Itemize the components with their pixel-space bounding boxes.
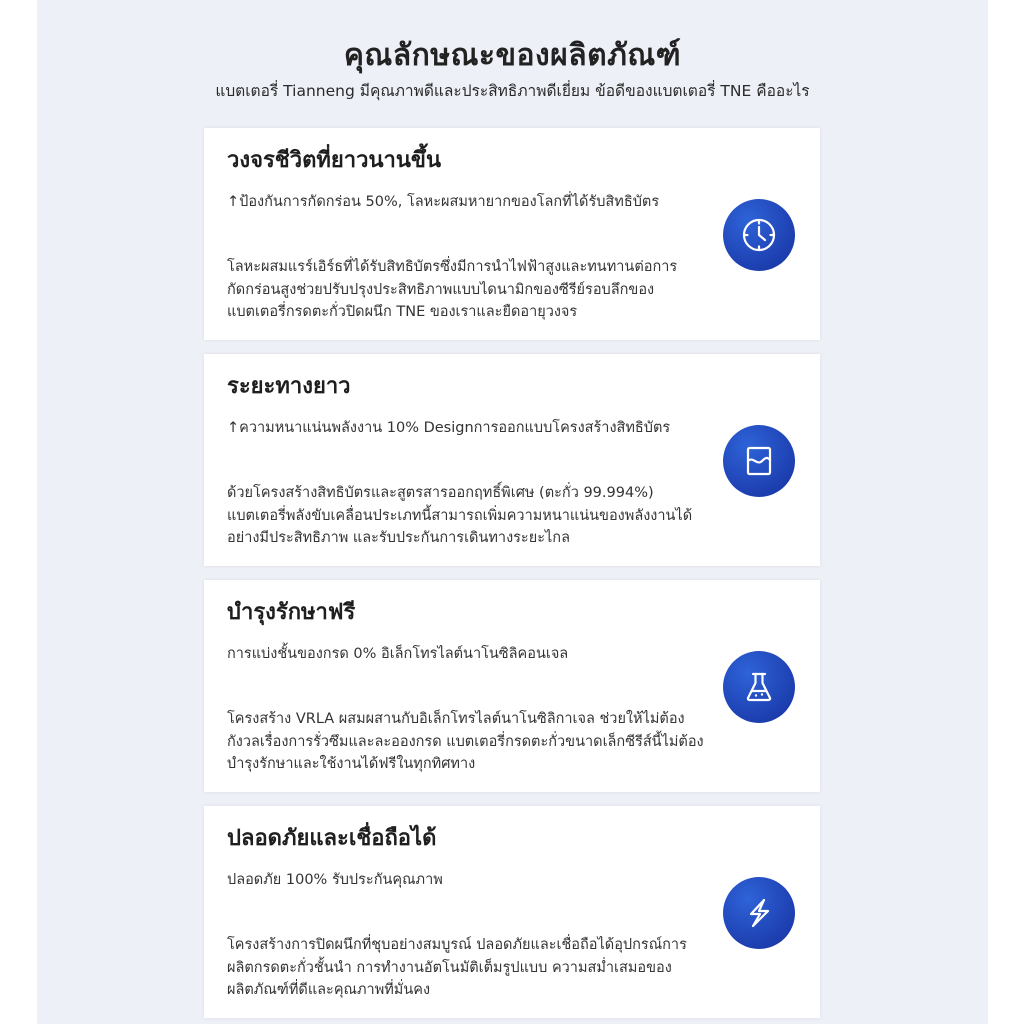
feature-highlight: การแบ่งชั้นของกรด 0% อิเล็กโทรไลต์นาโนซิลิคอนเจล xyxy=(227,646,569,662)
section-title: คุณลักษณะของผลิตภัณฑ์ xyxy=(343,38,682,73)
flask-icon xyxy=(723,651,795,723)
section-header xyxy=(37,34,988,103)
feature-description: ด้วยโครงสร้างสิทธิบัตรและสูตรสารออกฤทธิ์พิเศษ (ตะกั่ว 99.994%) แบตเตอรี่พลังขับเคลื่อนประเภทนี้สามารถเพิ่มความหนาแน่นของพลังงานได้อย่างมีประสิทธิภาพ และรับประกันการเดินทางระยะไกล xyxy=(227,485,693,546)
feature-description: โครงสร้างการปิดผนึกที่ชุบอย่างสมบูรณ์ ปลอดภัยและเชื่อถือได้อุปกรณ์การผลิตกรดตะกั่วชั้นนำ การทำงานอัตโนมัติเต็มรูปแบบ ความสม่ำเสมอของผลิตภัณฑ์ที่ดีและคุณภาพที่มั่นคง xyxy=(227,937,687,998)
lightning-icon xyxy=(723,877,795,949)
feature-highlight: ↑ความหนาแน่นพลังงาน 10% Designการออกแบบโครงสร้างสิทธิบัตร xyxy=(227,420,671,436)
feature-title: ระยะทางยาว xyxy=(227,374,351,399)
chart-panel-icon xyxy=(723,425,795,497)
feature-title: วงจรชีวิตที่ยาวนานขึ้น xyxy=(227,148,441,173)
feature-description: โลหะผสมแรร์เอิร์ธที่ได้รับสิทธิบัตรซึ่งมีการนำไฟฟ้าสูงและทนทานต่อการกัดกร่อนสูงช่วยปรับปรุงประสิทธิภาพแบบไดนามิกของซีรีย์รอบลึกของแบตเตอรี่กรดตะกั่วปิดผนึก TNE ของเราและยืดอายุวงจร xyxy=(227,259,678,320)
section-subtitle: แบตเตอรี่ Tianneng มีคุณภาพดีและประสิทธิภาพดีเยี่ยม ข้อดีของแบตเตอรี่ TNE คืออะไร xyxy=(215,82,810,100)
feature-highlight: ปลอดภัย 100% รับประกันคุณภาพ xyxy=(227,872,443,888)
feature-highlight: ↑ป้องกันการกัดกร่อน 50%, โลหะผสมหายากของโลกที่ได้รับสิทธิบัตร xyxy=(227,194,660,210)
feature-card-maintenance-free xyxy=(204,580,820,792)
clock-icon xyxy=(723,199,795,271)
feature-title: บำรุงรักษาฟรี xyxy=(227,600,356,625)
feature-title: ปลอดภัยและเชื่อถือได้ xyxy=(227,826,437,851)
feature-card-long-range xyxy=(204,354,820,566)
feature-card-safe-reliable xyxy=(204,806,820,1018)
feature-description: โครงสร้าง VRLA ผสมผสานกับอิเล็กโทรไลต์นาโนซิลิกาเจล ช่วยให้ไม่ต้องกังวลเรื่องการรั่วซึมและละอองกรด แบตเตอรี่กรดตะกั่วขนาดเล็กซีรีส์นี้ไม่ต้องบำรุงรักษาและใช้งานได้ฟรีในทุกทิศทาง xyxy=(227,711,704,772)
feature-card-longer-life xyxy=(204,128,820,340)
